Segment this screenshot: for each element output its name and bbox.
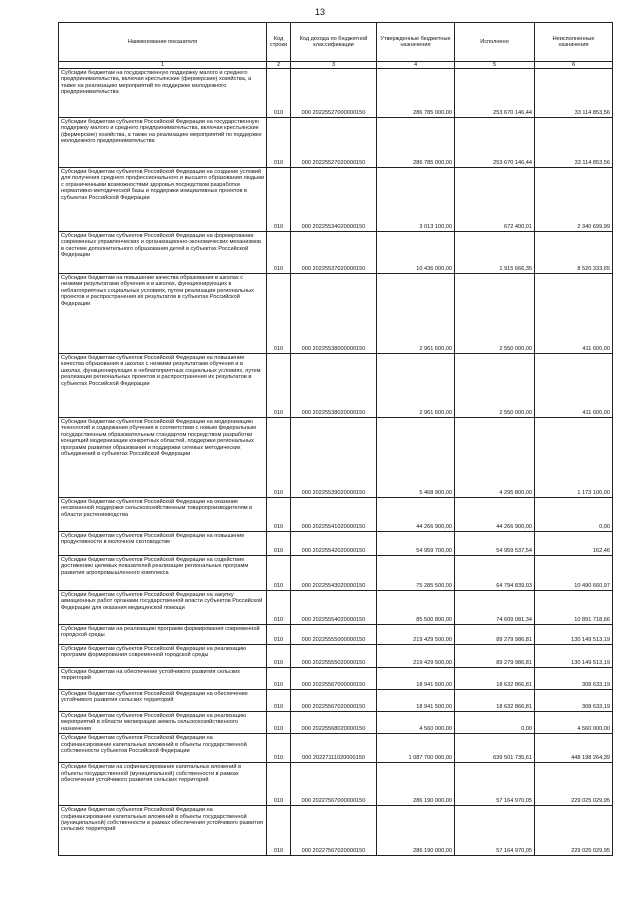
approved-amount: 18 941 500,00 — [377, 668, 455, 690]
executed-amount: 1 915 666,35 — [455, 232, 535, 274]
row-code: 010 — [267, 668, 291, 690]
unexecuted-amount: 130 149 513,19 — [535, 625, 613, 645]
approved-amount: 1 087 700 000,00 — [377, 734, 455, 763]
unexecuted-amount: 130 149 513,19 — [535, 645, 613, 668]
executed-amount: 253 670 146,44 — [455, 118, 535, 168]
row-code: 010 — [267, 418, 291, 498]
approved-amount: 75 285 500,00 — [377, 556, 455, 591]
indicator-name: Субсидии бюджетам субъектов Российской Федерации на повышение продуктивности в молочном скотоводстве — [59, 532, 267, 556]
row-code: 010 — [267, 690, 291, 712]
row-code: 010 — [267, 532, 291, 556]
column-number: 1 — [59, 62, 267, 69]
executed-amount: 18 632 866,81 — [455, 690, 535, 712]
budget-classification-code: 000 20225567000000150 — [291, 668, 377, 690]
budget-classification-code: 000 20225554020000150 — [291, 591, 377, 625]
budget-classification-code: 000 20225539020000150 — [291, 418, 377, 498]
row-code: 010 — [267, 498, 291, 532]
indicator-name: Субсидии бюджетам на обеспечение устойчивого развития сельских территорий — [59, 668, 267, 690]
row-code: 010 — [267, 168, 291, 232]
approved-amount: 2 961 600,00 — [377, 354, 455, 418]
unexecuted-amount: 411 600,00 — [535, 354, 613, 418]
executed-amount: 672 400,01 — [455, 168, 535, 232]
column-number: 5 — [455, 62, 535, 69]
table-row — [59, 668, 613, 690]
approved-amount: 85 500 800,00 — [377, 591, 455, 625]
indicator-name: Субсидии бюджетам субъектов Российской Федерации на модернизацию технологий и содержания обучения в соответствии с новым федеральным государственным образовательным стандартом посредством разработки концепций модернизации конкретных областей, поддержки региональных программ развития образования и поддержки сетевых методических объединений в субъектах Российской Федерации — [59, 418, 267, 498]
unexecuted-amount: 2 340 699,99 — [535, 168, 613, 232]
indicator-name: Субсидии бюджетам субъектов Российской Федерации на реализацию программ формирования современной городской среды — [59, 645, 267, 668]
table-row — [59, 354, 613, 418]
unexecuted-amount: 448 198 264,39 — [535, 734, 613, 763]
unexecuted-amount: 229 025 029,95 — [535, 763, 613, 806]
executed-amount: 639 501 735,61 — [455, 734, 535, 763]
unexecuted-amount: 10 891 718,66 — [535, 591, 613, 625]
table-header-row — [59, 23, 613, 62]
table-row — [59, 274, 613, 354]
indicator-name: Субсидии бюджетам субъектов Российской Федерации на оказание несвязанной поддержки сельскохозяйственным товаропроизводителям в области растениеводства — [59, 498, 267, 532]
unexecuted-amount: 308 633,19 — [535, 668, 613, 690]
table-row — [59, 418, 613, 498]
budget-classification-code: 000 20225527020000150 — [291, 118, 377, 168]
table-row — [59, 498, 613, 532]
column-header: Наименование показателя — [59, 23, 267, 62]
indicator-name: Субсидии бюджетам субъектов Российской Федерации на содействие достижению целевых показателей реализации региональных программ развития агропромышленного комплекса — [59, 556, 267, 591]
budget-classification-code: 000 20225537020000150 — [291, 232, 377, 274]
row-code: 010 — [267, 625, 291, 645]
indicator-name: Субсидии бюджетам на софинансирование капитальных вложений в объекты государственной (муниципальной) собственности в рамках обеспечения устойчивого развития сельских территорий — [59, 763, 267, 806]
unexecuted-amount: 229 025 029,95 — [535, 806, 613, 856]
column-number: 4 — [377, 62, 455, 69]
approved-amount: 286 785 000,00 — [377, 69, 455, 118]
table-row — [59, 690, 613, 712]
indicator-name: Субсидии бюджетам субъектов Российской Федерации на формирование современных управленческих и организационно-экономических механизмов в системе дополнительного образования детей в субъектах Российской Федерации — [59, 232, 267, 274]
column-number-row — [59, 62, 613, 69]
column-header: Исполнено — [455, 23, 535, 62]
indicator-name: Субсидии бюджетам субъектов Российской Федерации на государственную поддержку малого и среднего предпринимательства, включая крестьянские (фермерские) хозяйства, а также на реализацию мероприятий по поддержке молодежного предпринимательства — [59, 118, 267, 168]
indicator-name: Субсидии бюджетам на государственную поддержку малого и среднего предпринимательства, включая крестьянские (фермерские) хозяйства, а также на реализацию мероприятий по поддержке молодежного предпринимательства — [59, 69, 267, 118]
row-code: 010 — [267, 591, 291, 625]
budget-classification-code: 000 20225543020000150 — [291, 556, 377, 591]
approved-amount: 10 436 000,00 — [377, 232, 455, 274]
executed-amount: 89 279 986,81 — [455, 645, 535, 668]
column-header: Неисполненные назначения — [535, 23, 613, 62]
indicator-name: Субсидии бюджетам субъектов Российской Федерации на закупку авиационных работ органами государственной власти субъектов Российской Федерации для оказания медицинской помощи — [59, 591, 267, 625]
row-code: 010 — [267, 69, 291, 118]
row-code: 010 — [267, 232, 291, 274]
table-row — [59, 734, 613, 763]
table-row — [59, 763, 613, 806]
budget-classification-code: 000 20227567020000150 — [291, 806, 377, 856]
row-code: 010 — [267, 806, 291, 856]
approved-amount: 44 266 900,00 — [377, 498, 455, 532]
budget-classification-code: 000 20225542020000150 — [291, 532, 377, 556]
approved-amount: 2 961 600,00 — [377, 274, 455, 354]
column-number: 3 — [291, 62, 377, 69]
approved-amount: 5 468 900,00 — [377, 418, 455, 498]
column-header: Код строки — [267, 23, 291, 62]
row-code: 010 — [267, 274, 291, 354]
budget-classification-code: 000 20225541020000150 — [291, 498, 377, 532]
unexecuted-amount: 10 490 660,97 — [535, 556, 613, 591]
budget-classification-code: 000 20225527000000150 — [291, 69, 377, 118]
executed-amount: 74 609 081,34 — [455, 591, 535, 625]
column-header: Утвержденные бюджетные назначения — [377, 23, 455, 62]
column-number: 6 — [535, 62, 613, 69]
budget-classification-code: 000 20225538020000150 — [291, 354, 377, 418]
executed-amount: 18 632 866,81 — [455, 668, 535, 690]
table-row — [59, 168, 613, 232]
indicator-name: Субсидии бюджетам субъектов Российской Федерации на софинансирование капитальных вложений в объекты государственной собственности субъектов Российской Федерации — [59, 734, 267, 763]
table-row — [59, 556, 613, 591]
table-row — [59, 591, 613, 625]
row-code: 010 — [267, 712, 291, 734]
page-number: 13 — [314, 7, 325, 17]
table-row — [59, 118, 613, 168]
approved-amount: 286 785 000,00 — [377, 118, 455, 168]
indicator-name: Субсидии бюджетам субъектов Российской Федерации на повышение качества образования в школах с низкими результатами обучения и в школах, функционирующих в неблагоприятных социальных условиях, путем реализации региональных проектов и распространения их результатов в субъектах Российской Федерации — [59, 354, 267, 418]
row-code: 010 — [267, 118, 291, 168]
unexecuted-amount: 33 114 853,56 — [535, 69, 613, 118]
indicator-name: Субсидии бюджетам субъектов Российской Федерации на обеспечение устойчивого развития сельских территорий — [59, 690, 267, 712]
executed-amount: 0,00 — [455, 712, 535, 734]
table-row — [59, 645, 613, 668]
row-code: 010 — [267, 556, 291, 591]
budget-classification-code: 000 20225567020000150 — [291, 690, 377, 712]
budget-classification-code: 000 20225534020000150 — [291, 168, 377, 232]
indicator-name: Субсидии бюджетам субъектов Российской Федерации на софинансирование капитальных вложений в объекты государственной (муниципальной) собственности в рамках обеспечения устойчивого развития сельских территорий — [59, 806, 267, 856]
table-row — [59, 625, 613, 645]
executed-amount: 4 295 800,00 — [455, 418, 535, 498]
row-code: 010 — [267, 645, 291, 668]
indicator-name: Субсидии бюджетам на повышение качества образования в школах с низкими результатами обучения и в школах, функционирующих в неблагоприятных социальных условиях, путем реализации региональных проектов и распространения их результатов в субъектах Российской Федерации — [59, 274, 267, 354]
budget-classification-code: 000 20227111020000150 — [291, 734, 377, 763]
row-code: 010 — [267, 763, 291, 806]
budget-classification-code: 000 20227567000000150 — [291, 763, 377, 806]
budget-classification-code: 000 20225568020000150 — [291, 712, 377, 734]
budget-classification-code: 000 20225538000000150 — [291, 274, 377, 354]
indicator-name: Субсидии бюджетам субъектов Российской Федерации на реализацию мероприятий в области мелиорации земель сельскохозяйственного назначения — [59, 712, 267, 734]
executed-amount: 89 279 986,81 — [455, 625, 535, 645]
unexecuted-amount: 162,46 — [535, 532, 613, 556]
revenue-table — [58, 22, 613, 856]
table-row — [59, 232, 613, 274]
executed-amount: 2 550 000,00 — [455, 274, 535, 354]
executed-amount: 57 164 970,05 — [455, 806, 535, 856]
table-row — [59, 69, 613, 118]
table-row — [59, 712, 613, 734]
row-code: 010 — [267, 354, 291, 418]
executed-amount: 44 266 900,00 — [455, 498, 535, 532]
executed-amount: 64 794 839,03 — [455, 556, 535, 591]
budget-classification-code: 000 20225555020000150 — [291, 645, 377, 668]
column-header: Код дохода по бюджетной классификации — [291, 23, 377, 62]
unexecuted-amount: 1 173 100,00 — [535, 418, 613, 498]
table-row — [59, 532, 613, 556]
indicator-name: Субсидии бюджетам субъектов Российской Федерации на создание условий для получения среднего профессионального и высшего образования людьми с ограниченными возможностями здоровья посредством разработки нормативно-методической базы и поддержки инициативных проектов в субъектах Российской Федерации — [59, 168, 267, 232]
approved-amount: 54 959 700,00 — [377, 532, 455, 556]
unexecuted-amount: 411 600,00 — [535, 274, 613, 354]
approved-amount: 18 941 500,00 — [377, 690, 455, 712]
executed-amount: 253 670 146,44 — [455, 69, 535, 118]
approved-amount: 4 560 000,00 — [377, 712, 455, 734]
unexecuted-amount: 308 633,19 — [535, 690, 613, 712]
indicator-name: Субсидии бюджетам на реализацию программ формирования современной городской среды — [59, 625, 267, 645]
approved-amount: 219 429 500,00 — [377, 625, 455, 645]
approved-amount: 3 013 100,00 — [377, 168, 455, 232]
approved-amount: 286 190 000,00 — [377, 806, 455, 856]
executed-amount: 54 959 537,54 — [455, 532, 535, 556]
unexecuted-amount: 33 114 853,56 — [535, 118, 613, 168]
executed-amount: 2 550 000,00 — [455, 354, 535, 418]
executed-amount: 57 164 970,05 — [455, 763, 535, 806]
table-row — [59, 806, 613, 856]
column-number: 2 — [267, 62, 291, 69]
unexecuted-amount: 8 520 333,65 — [535, 232, 613, 274]
approved-amount: 219 429 500,00 — [377, 645, 455, 668]
budget-classification-code: 000 20225555000000150 — [291, 625, 377, 645]
unexecuted-amount: 0,00 — [535, 498, 613, 532]
approved-amount: 286 190 000,00 — [377, 763, 455, 806]
row-code: 010 — [267, 734, 291, 763]
unexecuted-amount: 4 560 000,00 — [535, 712, 613, 734]
